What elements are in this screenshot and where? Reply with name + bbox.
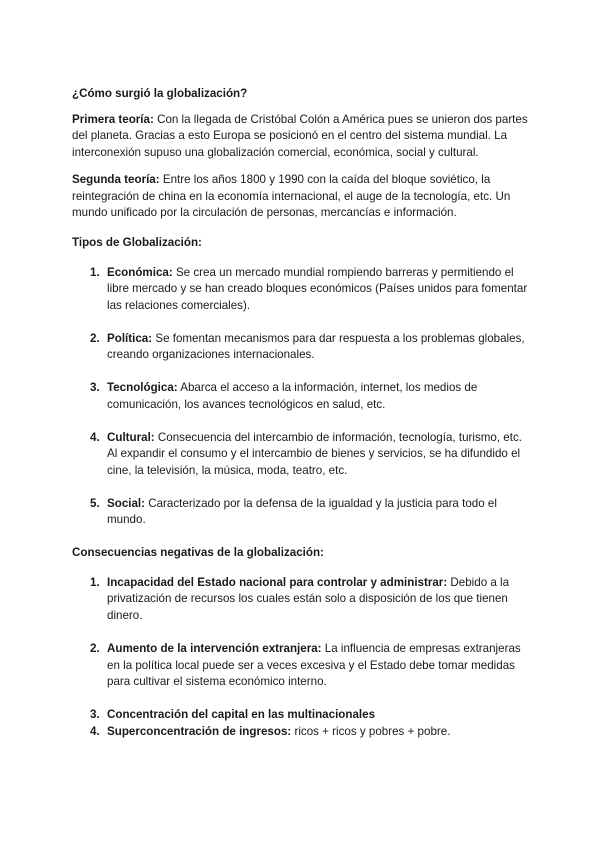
list-item-label: Tecnológica: [107,381,178,395]
list-number: 4. [90,724,100,738]
list-item [72,641,530,691]
consequences-heading: Consecuencias negativas de la globalización: [72,546,324,560]
list-item-text: Abarca el acceso a la información, internet, los medios de comunicación, los avances tecnológicos en salud, etc. [107,381,478,411]
list-item-label: Cultural: [107,430,155,444]
list-item [72,265,530,315]
list-item-label: Aumento de la intervención extranjera: [107,641,322,655]
list-number: 2. [90,641,100,655]
list-item-text: La influencia de empresas extranjeras en la política local puede ser a veces excesiva y el Estado debe tomar medidas para cultivar el sistema económico interno. [107,641,521,689]
theory-paragraph-2 [72,172,530,222]
list-item [72,707,530,724]
list-item-label: Política: [107,331,153,345]
list-item-label: Superconcentración de ingresos: [107,724,292,738]
list-item [72,430,530,480]
types-list [72,265,530,529]
theory-label: Segunda teoría: [72,172,160,186]
list-number: 3. [90,707,100,721]
list-item-text: ricos + ricos y pobres + pobre. [291,724,451,738]
list-number: 1. [90,265,100,279]
list-item-text: Se fomentan mecanismos para dar respuesta a los problemas globales, creando organizaciones internacionales. [107,331,525,362]
list-item-label: Concentración del capital en las multinacionales [107,707,376,721]
list-item [72,575,530,625]
list-item-text: Se crea un mercado mundial rompiendo barreras y permitiendo el libre mercado y se han creado bloques económicos (Países unidos para fomentar las relaciones comerciales). [107,265,528,313]
list-item [72,496,530,529]
list-item [72,331,530,364]
list-item-label: Económica: [107,265,173,279]
theory-label: Primera teoría: [72,112,154,126]
list-item-text: Consecuencia del intercambio de información, tecnología, turismo, etc. Al expandir el consumo y el intercambio de bienes y servicios, se ha difundido el cine, la televisión, la música, moda, teatro, etc. [107,430,522,477]
theory-text: Con la llegada de Cristóbal Colón a América pues se unieron dos partes del planeta. Gracias a esto Europa se posicionó en el centro del sistema mundial. La interconexión supuso una globalización comercial, económica, social y cultural. [72,112,528,160]
list-item [72,724,530,741]
list-item-text: Caracterizado por la defensa de la igualdad y la justicia para todo el mundo. [107,496,497,527]
theory-text: Entre los años 1800 y 1990 con la caída del bloque soviético, la reintegración de china en la economía internacional, el auge de la tecnología, etc. Un mundo unificado por la circulación de personas, mercancías e información. [72,172,511,220]
list-number: 1. [90,575,100,589]
list-item [72,380,530,413]
types-heading: Tipos de Globalización: [72,235,202,249]
list-item-label: Incapacidad del Estado nacional para controlar y administrar: [107,575,448,589]
list-number: 5. [90,496,100,510]
theory-paragraph-1 [72,112,530,162]
list-number: 3. [90,381,100,395]
list-item-label: Social: [107,496,146,510]
consequences-list [72,575,530,741]
list-number: 2. [90,331,100,345]
page-title: ¿Cómo surgió la globalización? [72,87,248,100]
list-item-text: Debido a la privatización de recursos los cuales están solo a disposición de los que tienen dinero. [107,575,510,623]
list-number: 4. [90,430,100,444]
